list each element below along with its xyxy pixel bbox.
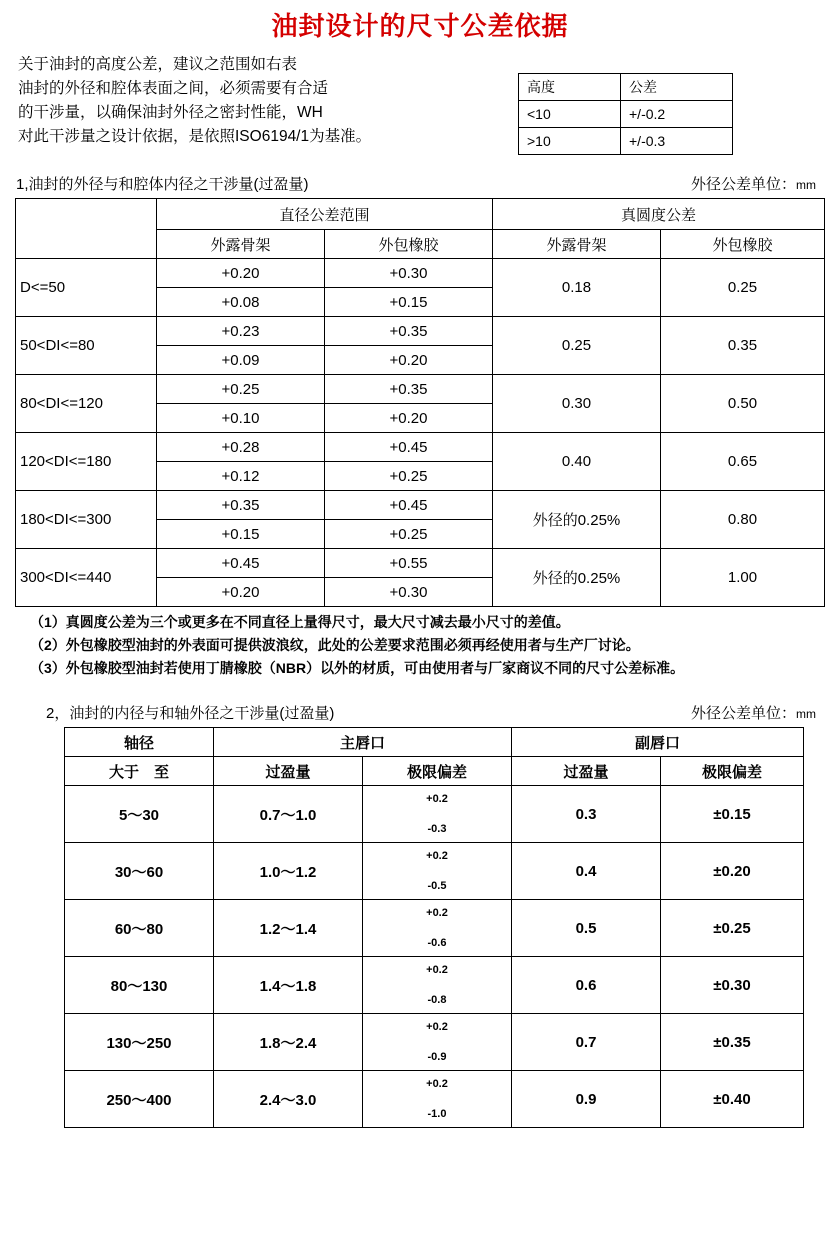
t2-sub-sub-tolerance: 极限偏差 xyxy=(661,757,804,786)
t1-row1-dia-rubber-lower: +0.15 xyxy=(325,288,493,317)
document-page xyxy=(0,6,840,1233)
intro-line-3: 的干涉量，以确保油封外径之密封性能，WH xyxy=(18,104,323,121)
t1-row5-dia-rubber-upper: +0.45 xyxy=(325,491,493,520)
t2-row5-sub-tolerance: ±0.35 xyxy=(661,1014,804,1071)
section2-heading: 2，油封的内径与和轴外径之干涉量(过盈量) xyxy=(46,705,335,722)
table-row xyxy=(16,491,825,520)
t1-row4-dia-rubber-lower: +0.25 xyxy=(325,462,493,491)
table-row xyxy=(16,259,825,288)
t1-row1-dia-frame-upper: +0.20 xyxy=(157,259,325,288)
table-row xyxy=(519,101,733,128)
t2-row2-tol-lower: -0.5 xyxy=(427,880,447,892)
t1-row2-dia-frame-lower: +0.09 xyxy=(157,346,325,375)
table-row xyxy=(16,433,825,462)
t1-row2-dia-rubber-upper: +0.35 xyxy=(325,317,493,346)
t1-row2-label: 50<DI<=80 xyxy=(16,317,157,375)
t2-row6-main-interference: 2.4～3.0 xyxy=(214,1071,363,1128)
t2-row4-main-interference: 1.4～1.8 xyxy=(214,957,363,1014)
t2-group-main-lip: 主唇口 xyxy=(214,728,512,757)
t2-row6-sub-tolerance: ±0.40 xyxy=(661,1071,804,1128)
section2-header xyxy=(14,702,826,723)
t1-row3-dia-rubber-upper: +0.35 xyxy=(325,375,493,404)
t2-group-sub-lip: 副唇口 xyxy=(512,728,804,757)
t2-row4-shaft: 80～130 xyxy=(65,957,214,1014)
t2-row6-main-tolerance xyxy=(363,1071,512,1128)
t1-row4-label: 120<DI<=180 xyxy=(16,433,157,491)
t2-row3-shaft: 60～80 xyxy=(65,900,214,957)
table-row xyxy=(519,74,733,101)
table-row xyxy=(65,957,804,1014)
t2-row3-main-tolerance xyxy=(363,900,512,957)
t2-row3-sub-tolerance: ±0.25 xyxy=(661,900,804,957)
t1-row4-dia-frame-lower: +0.12 xyxy=(157,462,325,491)
t1-row5-dia-frame-lower: +0.15 xyxy=(157,520,325,549)
t2-row4-tol-upper: +0.2 xyxy=(426,964,448,976)
t2-row3-tol-upper: +0.2 xyxy=(426,907,448,919)
outer-diameter-interference-table xyxy=(15,198,825,607)
t1-row1-dia-rubber-upper: +0.30 xyxy=(325,259,493,288)
table-row xyxy=(65,1014,804,1071)
table-row xyxy=(65,900,804,957)
t2-row3-main-interference: 1.2～1.4 xyxy=(214,900,363,957)
t2-row6-tol-lower: -1.0 xyxy=(427,1108,447,1120)
section1-unit: 外径公差单位：mm xyxy=(690,176,816,193)
note-3: （3）外包橡胶型油封若使用丁腈橡胶（NBR）以外的材质，可由使用者与厂家商议不同的尺寸公差标准。 xyxy=(30,660,685,676)
t2-row6-shaft: 250～400 xyxy=(65,1071,214,1128)
table-row xyxy=(65,786,804,843)
t1-row1-label: D<=50 xyxy=(16,259,157,317)
t2-row6-sub-interference: 0.9 xyxy=(512,1071,661,1128)
t1-row4-dia-frame-upper: +0.28 xyxy=(157,433,325,462)
table-subheader-row xyxy=(65,757,804,786)
intro-line-1: 关于油封的高度公差，建议之范围如右表 xyxy=(18,56,298,73)
t1-row3-dia-rubber-lower: +0.20 xyxy=(325,404,493,433)
t1-row6-dia-rubber-upper: +0.55 xyxy=(325,549,493,578)
section1-heading: 1,油封的外径与和腔体内径之干涉量(过盈量) xyxy=(16,176,309,193)
t1-row3-round-frame: 0.30 xyxy=(493,375,661,433)
t2-row2-sub-tolerance: ±0.20 xyxy=(661,843,804,900)
t2-sub-shaft-range: 大于 至 xyxy=(65,757,214,786)
t1-group-diameter: 直径公差范围 xyxy=(157,199,493,230)
t2-row1-sub-interference: 0.3 xyxy=(512,786,661,843)
t1-sub-round-rubber: 外包橡胶 xyxy=(661,230,825,259)
t2-row5-main-interference: 1.8～2.4 xyxy=(214,1014,363,1071)
t1-row4-round-rubber: 0.65 xyxy=(661,433,825,491)
t2-row1-shaft: 5～30 xyxy=(65,786,214,843)
table-row xyxy=(65,1071,804,1128)
note-1: （1）真圆度公差为三个或更多在不同直径上量得尺寸，最大尺寸减去最小尺寸的差值。 xyxy=(30,614,570,630)
table-row xyxy=(519,128,733,155)
section1-header xyxy=(14,173,826,194)
t1-sub-dia-rubber: 外包橡胶 xyxy=(325,230,493,259)
height-row1-height: <10 xyxy=(519,101,621,128)
t1-group-roundness: 真圆度公差 xyxy=(493,199,825,230)
t2-sub-sub-interference: 过盈量 xyxy=(512,757,661,786)
t1-row4-round-frame: 0.40 xyxy=(493,433,661,491)
t2-row2-main-interference: 1.0～1.2 xyxy=(214,843,363,900)
height-header-height: 高度 xyxy=(519,74,621,101)
t1-row6-label: 300<DI<=440 xyxy=(16,549,157,607)
t2-row1-sub-tolerance: ±0.15 xyxy=(661,786,804,843)
t2-row4-main-tolerance xyxy=(363,957,512,1014)
t1-row6-dia-frame-lower: +0.20 xyxy=(157,578,325,607)
t1-row3-round-rubber: 0.50 xyxy=(661,375,825,433)
t2-row2-main-tolerance xyxy=(363,843,512,900)
t1-row5-round-rubber: 0.80 xyxy=(661,491,825,549)
t2-row3-tol-lower: -0.6 xyxy=(427,937,447,949)
intro-line-4: 对此干涉量之设计依据，是依照ISO6194/1为基准。 xyxy=(18,128,372,145)
t1-row1-round-frame: 0.18 xyxy=(493,259,661,317)
t1-row5-label: 180<DI<=300 xyxy=(16,491,157,549)
t2-row3-sub-interference: 0.5 xyxy=(512,900,661,957)
t1-row5-round-frame: 外径的0.25% xyxy=(493,491,661,549)
height-row2-tolerance: +/-0.3 xyxy=(621,128,733,155)
table-row xyxy=(16,375,825,404)
t2-row1-main-interference: 0.7～1.0 xyxy=(214,786,363,843)
t1-row5-dia-frame-upper: +0.35 xyxy=(157,491,325,520)
inner-diameter-interference-table xyxy=(64,727,804,1128)
t2-row2-shaft: 30～60 xyxy=(65,843,214,900)
t2-row5-main-tolerance xyxy=(363,1014,512,1071)
t2-row5-shaft: 130～250 xyxy=(65,1014,214,1071)
t1-row2-round-rubber: 0.35 xyxy=(661,317,825,375)
t2-row2-sub-interference: 0.4 xyxy=(512,843,661,900)
height-header-tolerance: 公差 xyxy=(621,74,733,101)
height-tolerance-table xyxy=(518,73,733,155)
section2-unit: 外径公差单位：mm xyxy=(690,705,816,722)
t2-row1-tol-lower: -0.3 xyxy=(427,823,447,835)
page-title: 油封设计的尺寸公差依据 xyxy=(271,12,569,41)
table-row xyxy=(65,843,804,900)
height-row2-height: >10 xyxy=(519,128,621,155)
t1-sub-dia-frame: 外露骨架 xyxy=(157,230,325,259)
t2-row5-tol-lower: -0.9 xyxy=(427,1051,447,1063)
t2-row4-tol-lower: -0.8 xyxy=(427,994,447,1006)
t1-row3-dia-frame-upper: +0.25 xyxy=(157,375,325,404)
intro-text xyxy=(14,53,488,149)
t2-sub-main-tolerance: 极限偏差 xyxy=(363,757,512,786)
t2-row1-main-tolerance xyxy=(363,786,512,843)
table-row xyxy=(16,317,825,346)
t1-row1-dia-frame-lower: +0.08 xyxy=(157,288,325,317)
t2-row4-sub-tolerance: ±0.30 xyxy=(661,957,804,1014)
t2-row6-tol-upper: +0.2 xyxy=(426,1078,448,1090)
intro-section xyxy=(14,53,826,155)
t2-sub-main-interference: 过盈量 xyxy=(214,757,363,786)
t1-row3-dia-frame-lower: +0.10 xyxy=(157,404,325,433)
t1-row6-dia-rubber-lower: +0.30 xyxy=(325,578,493,607)
t2-row2-tol-upper: +0.2 xyxy=(426,850,448,862)
t1-row2-dia-rubber-lower: +0.20 xyxy=(325,346,493,375)
t1-row6-dia-frame-upper: +0.45 xyxy=(157,549,325,578)
t2-row4-sub-interference: 0.6 xyxy=(512,957,661,1014)
height-row1-tolerance: +/-0.2 xyxy=(621,101,733,128)
t1-row6-round-frame: 外径的0.25% xyxy=(493,549,661,607)
t1-row6-round-rubber: 1.00 xyxy=(661,549,825,607)
note-2: （2）外包橡胶型油封的外表面可提供波浪纹，此处的公差要求范围必须再经使用者与生产厂讨论。 xyxy=(30,637,640,653)
t1-row3-label: 80<DI<=120 xyxy=(16,375,157,433)
t1-row1-round-rubber: 0.25 xyxy=(661,259,825,317)
notes-list xyxy=(14,611,826,680)
table-header-row xyxy=(65,728,804,757)
t2-group-shaft: 轴径 xyxy=(65,728,214,757)
intro-line-2: 油封的外径和腔体表面之间，必须需要有合适 xyxy=(18,80,329,97)
t1-row2-round-frame: 0.25 xyxy=(493,317,661,375)
t2-row5-sub-interference: 0.7 xyxy=(512,1014,661,1071)
t1-sub-round-frame: 外露骨架 xyxy=(493,230,661,259)
table-row xyxy=(16,549,825,578)
table-header-row xyxy=(16,199,825,230)
t1-row5-dia-rubber-lower: +0.25 xyxy=(325,520,493,549)
t1-corner-cell xyxy=(16,199,157,259)
t1-row2-dia-frame-upper: +0.23 xyxy=(157,317,325,346)
t2-row1-tol-upper: +0.2 xyxy=(426,793,448,805)
t1-row4-dia-rubber-upper: +0.45 xyxy=(325,433,493,462)
t2-row5-tol-upper: +0.2 xyxy=(426,1021,448,1033)
